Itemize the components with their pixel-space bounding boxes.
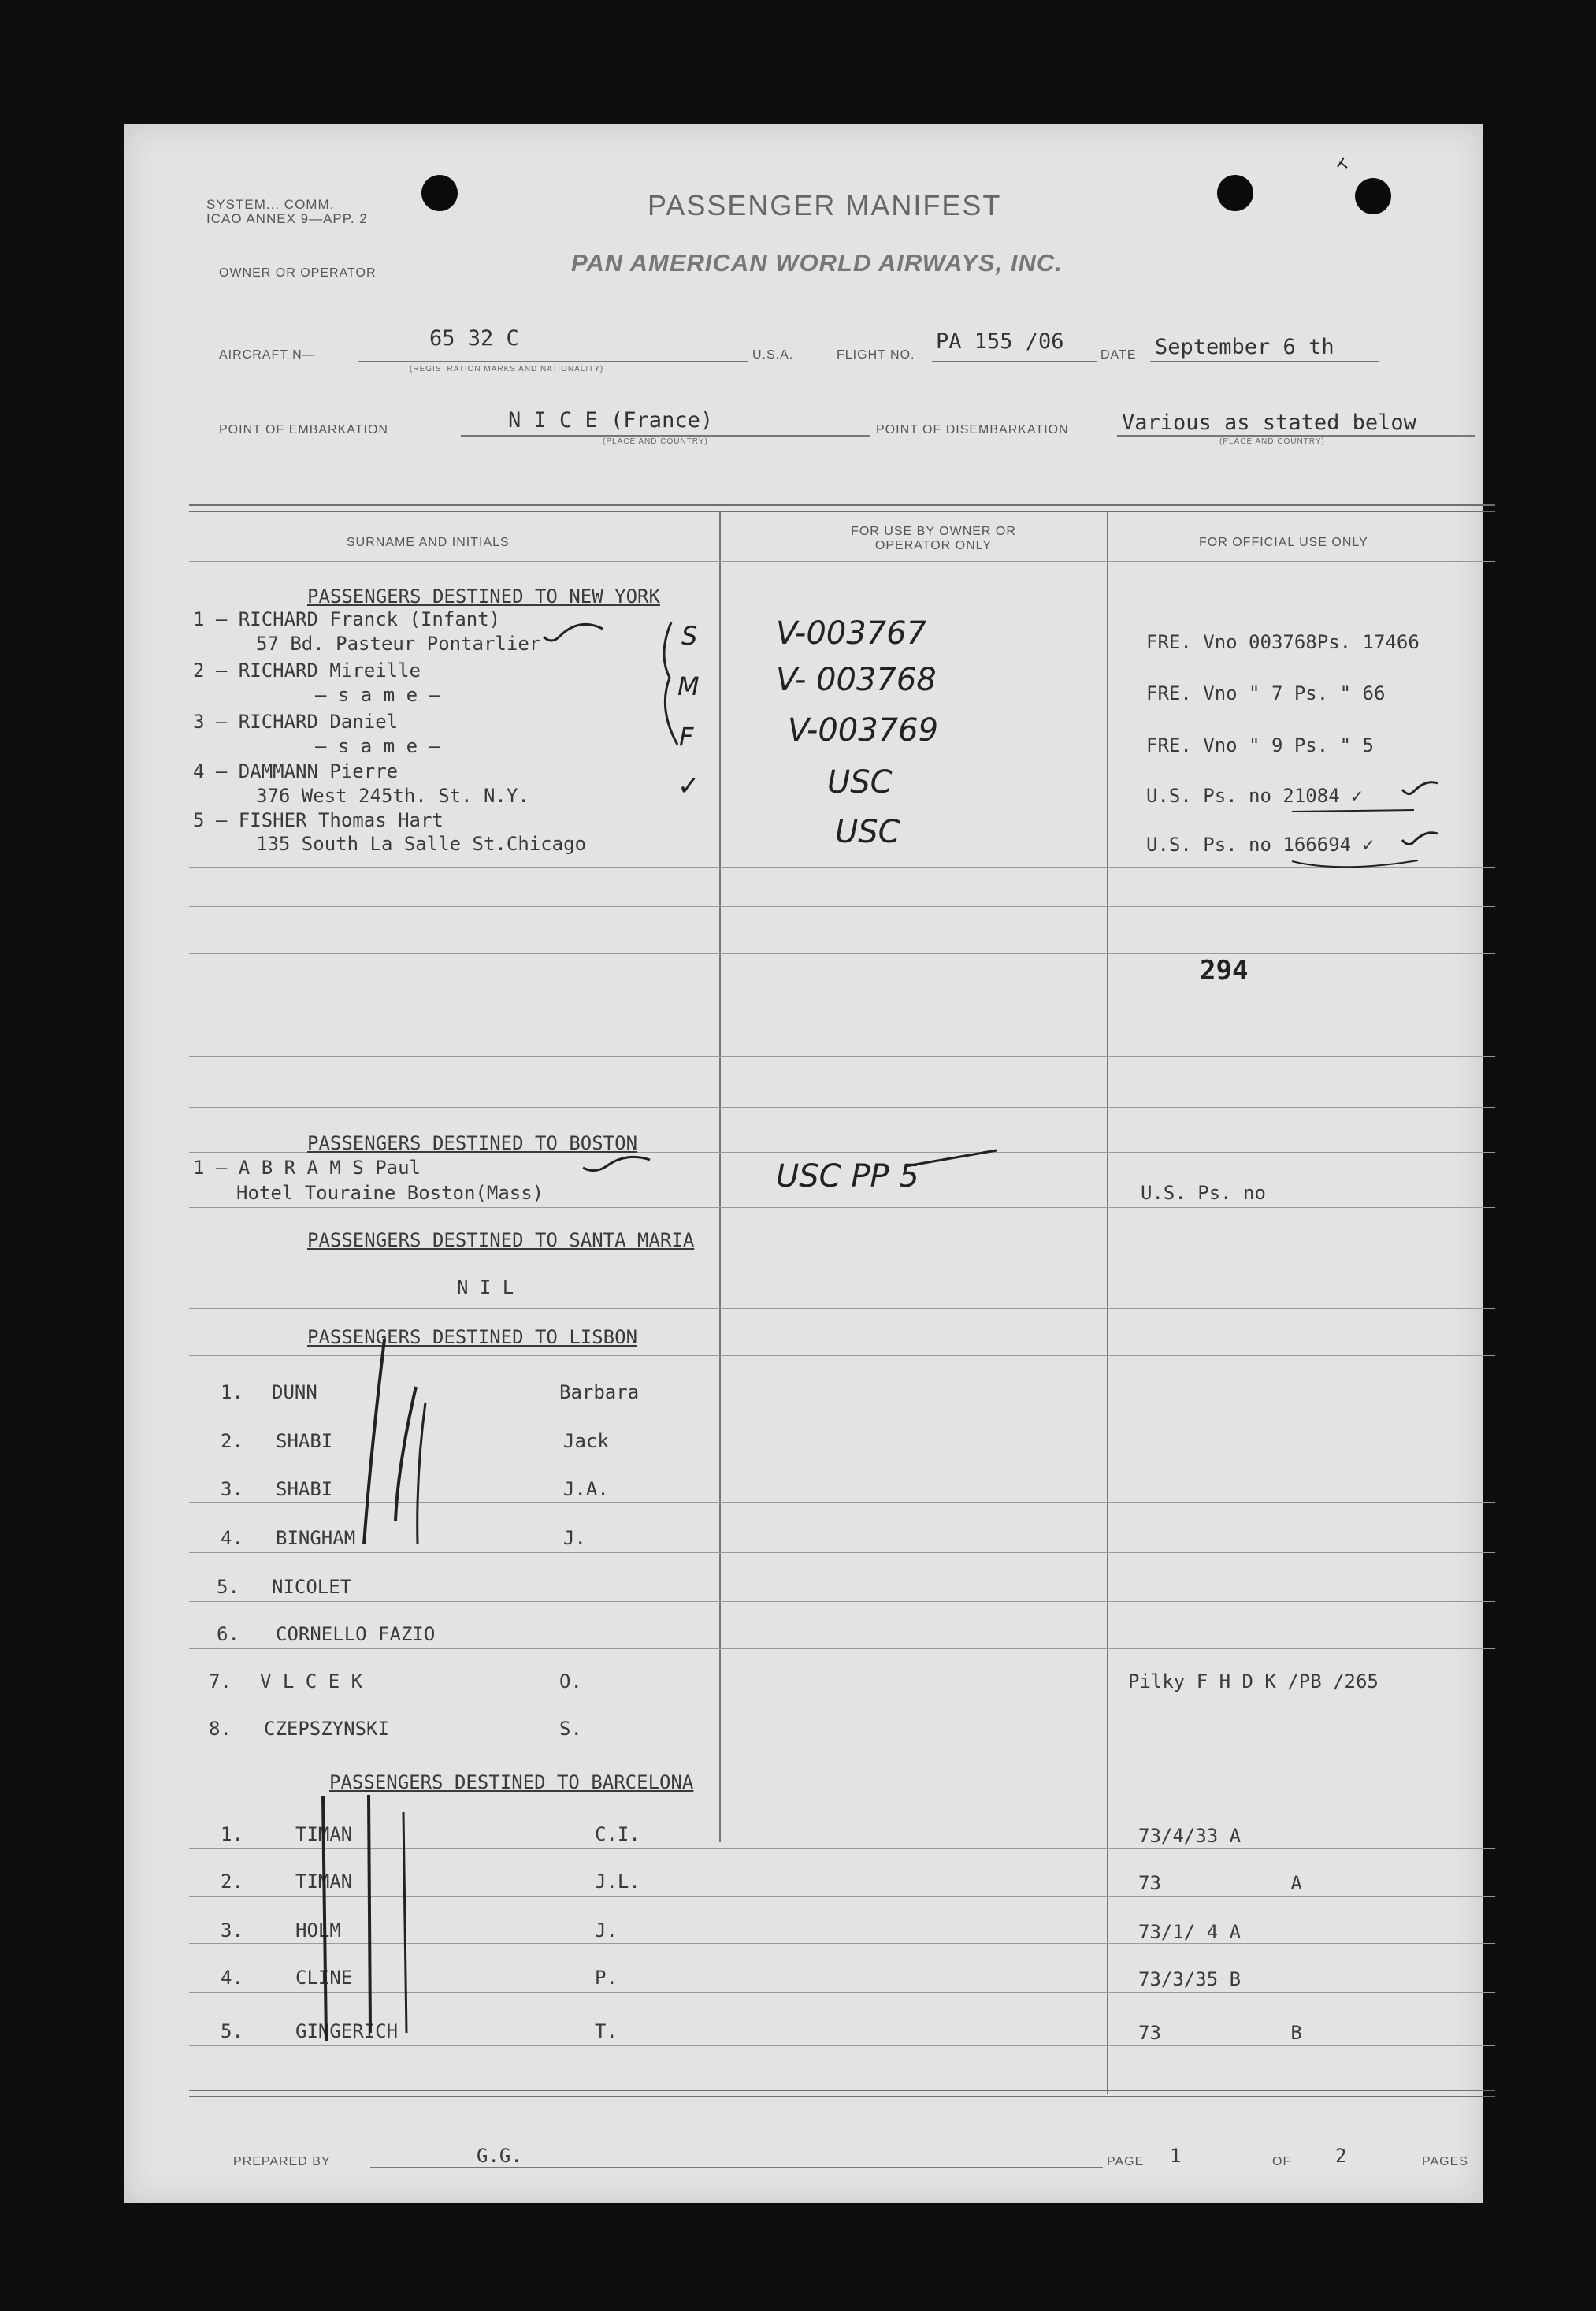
lisbon-row-5-surname: NICOLET xyxy=(272,1576,352,1598)
barcelona-row-2-initials: J.L. xyxy=(595,1871,640,1893)
barcelona-row-5-surname: GINGERICH xyxy=(295,2020,399,2042)
barcelona-row-2-surname: TIMAN xyxy=(295,1871,353,1893)
boston-line2: Hotel Touraine Boston(Mass) xyxy=(236,1182,544,1204)
ny-row-1-official: FRE. Vno 003768Ps. 17466 xyxy=(1146,631,1420,653)
boston-line1: 1 — A B R A M S Paul xyxy=(193,1157,421,1179)
column-owner-use: FOR USE BY OWNER OR OPERATOR ONLY xyxy=(851,525,1016,552)
aircraft-value: 65 32 C xyxy=(429,326,519,351)
aircraft-label: AIRCRAFT N— xyxy=(219,348,316,362)
usa-label: U.S.A. xyxy=(752,348,794,362)
ny-row-4-line1: 4 — DAMMANN Pierre xyxy=(193,760,399,782)
barcelona-row-4-initials: P. xyxy=(595,1967,618,1989)
lisbon-row-7-initials: O. xyxy=(559,1670,582,1692)
ny-row-5-official: U.S. Ps. no 166694 ✓ xyxy=(1146,834,1374,856)
lisbon-row-7-surname: V L C E K xyxy=(260,1670,363,1692)
aircraft-sublabel: (REGISTRATION MARKS AND NATIONALITY) xyxy=(410,365,604,373)
boston-official: U.S. Ps. no xyxy=(1141,1182,1266,1204)
flight-label: FLIGHT NO. xyxy=(837,348,915,362)
lisbon-row-5-num: 5. xyxy=(217,1576,239,1598)
ny-row-3-mark: F xyxy=(679,722,694,752)
lisbon-row-8-num: 8. xyxy=(209,1718,232,1740)
ny-row-3-official: FRE. Vno " 9 Ps. " 5 xyxy=(1146,734,1374,756)
ny-row-5-line1: 5 — FISHER Thomas Hart xyxy=(193,809,444,831)
ny-row-5-owner: USC xyxy=(835,814,900,850)
lisbon-row-1-initials: Barbara xyxy=(559,1381,640,1403)
page-title: PASSENGER MANIFEST xyxy=(648,189,1002,221)
owner-label: OWNER OR OPERATOR xyxy=(219,266,377,280)
ny-row-3-line2: — s a m e — xyxy=(315,735,440,757)
date-label: DATE xyxy=(1100,348,1137,362)
embarkation-label: POINT OF EMBARKATION xyxy=(219,423,388,437)
corner-note-2: ICAO ANNEX 9—APP. 2 xyxy=(206,211,368,226)
stamp-number: 294 xyxy=(1200,955,1249,986)
barcelona-row-5-num: 5. xyxy=(221,2020,243,2042)
lisbon-row-3-surname: SHABI xyxy=(276,1478,333,1500)
ny-row-5-line2: 135 South La Salle St.Chicago xyxy=(256,833,587,855)
barcelona-row-2-official: 73 A xyxy=(1138,1872,1302,1894)
barcelona-row-1-official: 73/4/33 A xyxy=(1138,1825,1242,1847)
disembarkation-label: POINT OF DISEMBARKATION xyxy=(876,423,1069,437)
embarkation-sublabel: (PLACE AND COUNTRY) xyxy=(603,437,708,446)
santa-maria-heading: PASSENGERS DESTINED TO SANTA MARIA xyxy=(307,1229,695,1251)
ny-row-2-mark: M xyxy=(677,671,700,701)
lisbon-row-4-surname: BINGHAM xyxy=(276,1527,356,1549)
lisbon-row-3-num: 3. xyxy=(221,1478,243,1500)
barcelona-row-3-num: 3. xyxy=(221,1919,243,1941)
barcelona-row-1-initials: C.I. xyxy=(595,1823,640,1845)
ny-row-2-owner: V- 003768 xyxy=(776,662,937,698)
santa-maria-value: N I L xyxy=(457,1276,514,1299)
lisbon-heading: PASSENGERS DESTINED TO LISBON xyxy=(307,1326,638,1348)
new-york-heading: PASSENGERS DESTINED TO NEW YORK xyxy=(307,585,660,607)
barcelona-row-2-num: 2. xyxy=(221,1871,243,1893)
corner-note-1: SYSTEM... COMM. xyxy=(206,197,335,212)
ny-row-1-owner: V-003767 xyxy=(776,615,927,652)
ny-row-1-mark: S xyxy=(681,621,698,651)
lisbon-row-6-surname: CORNELLO FAZIO xyxy=(276,1623,436,1645)
lisbon-row-4-initials: J. xyxy=(563,1527,586,1549)
lisbon-row-6-num: 6. xyxy=(217,1623,239,1645)
embarkation-value: N I C E (France) xyxy=(508,408,714,433)
disembarkation-value: Various as stated below xyxy=(1122,411,1416,435)
lisbon-row-2-num: 2. xyxy=(221,1430,243,1452)
lisbon-row-8-initials: S. xyxy=(559,1718,582,1740)
ny-row-3-owner: V-003769 xyxy=(788,712,939,749)
ny-row-1-line2: 57 Bd. Pasteur Pontarlier xyxy=(256,633,541,655)
boston-owner: USC PP 5 xyxy=(776,1158,919,1195)
operator-name: PAN AMERICAN WORLD AIRWAYS, INC. xyxy=(571,249,1063,277)
barcelona-row-5-initials: T. xyxy=(595,2020,618,2042)
lisbon-row-2-surname: SHABI xyxy=(276,1430,333,1452)
flight-value: PA 155 /06 xyxy=(936,329,1064,354)
lisbon-row-4-num: 4. xyxy=(221,1527,243,1549)
disembarkation-sublabel: (PLACE AND COUNTRY) xyxy=(1219,437,1325,446)
ny-row-2-line1: 2 — RICHARD Mireille xyxy=(193,659,421,682)
barcelona-row-1-num: 1. xyxy=(221,1823,243,1845)
ny-row-4-mark: ✓ xyxy=(677,771,700,802)
page-value: 1 xyxy=(1170,2145,1182,2167)
column-official-use: FOR OFFICIAL USE ONLY xyxy=(1199,536,1368,549)
column-surname: SURNAME AND INITIALS xyxy=(347,536,510,549)
barcelona-row-4-num: 4. xyxy=(221,1967,243,1989)
lisbon-row-7-num: 7. xyxy=(209,1670,232,1692)
pages-label: PAGES xyxy=(1422,2155,1468,2168)
barcelona-row-1-surname: TIMAN xyxy=(295,1823,353,1845)
lisbon-row-3-initials: J.A. xyxy=(563,1478,609,1500)
ny-row-4-line2: 376 West 245th. St. N.Y. xyxy=(256,785,529,807)
lisbon-row-7-official: Pilky F H D K /PB /265 xyxy=(1128,1670,1379,1692)
ny-row-2-official: FRE. Vno " 7 Ps. " 66 xyxy=(1146,682,1386,704)
page-label: PAGE xyxy=(1107,2155,1145,2168)
ny-row-2-line2: — s a m e — xyxy=(315,684,440,706)
of-label: OF xyxy=(1272,2155,1292,2168)
barcelona-row-3-official: 73/1/ 4 A xyxy=(1138,1921,1242,1943)
lisbon-row-1-num: 1. xyxy=(221,1381,243,1403)
barcelona-row-4-surname: CLINE xyxy=(295,1967,353,1989)
ny-row-4-owner: USC xyxy=(827,764,893,801)
barcelona-row-3-surname: HOLM xyxy=(295,1919,341,1941)
prepared-by-label: PREPARED BY xyxy=(233,2155,331,2168)
lisbon-row-2-initials: Jack xyxy=(563,1430,609,1452)
barcelona-row-4-official: 73/3/35 B xyxy=(1138,1968,1242,1990)
ny-row-1-line1: 1 — RICHARD Franck (Infant) xyxy=(193,608,501,630)
date-value: September 6 th xyxy=(1155,335,1334,359)
ny-row-3-line1: 3 — RICHARD Daniel xyxy=(193,711,399,733)
lisbon-row-1-surname: DUNN xyxy=(272,1381,317,1403)
boston-heading: PASSENGERS DESTINED TO BOSTON xyxy=(307,1132,638,1154)
of-value: 2 xyxy=(1335,2145,1347,2167)
prepared-by-value: G.G. xyxy=(477,2145,522,2167)
barcelona-row-3-initials: J. xyxy=(595,1919,618,1941)
barcelona-heading: PASSENGERS DESTINED TO BARCELONA xyxy=(329,1771,694,1793)
ny-row-4-official: U.S. Ps. no 21084 ✓ xyxy=(1146,785,1363,807)
barcelona-row-5-official: 73 B xyxy=(1138,2022,1302,2044)
lisbon-row-8-surname: CZEPSZYNSKI xyxy=(264,1718,389,1740)
